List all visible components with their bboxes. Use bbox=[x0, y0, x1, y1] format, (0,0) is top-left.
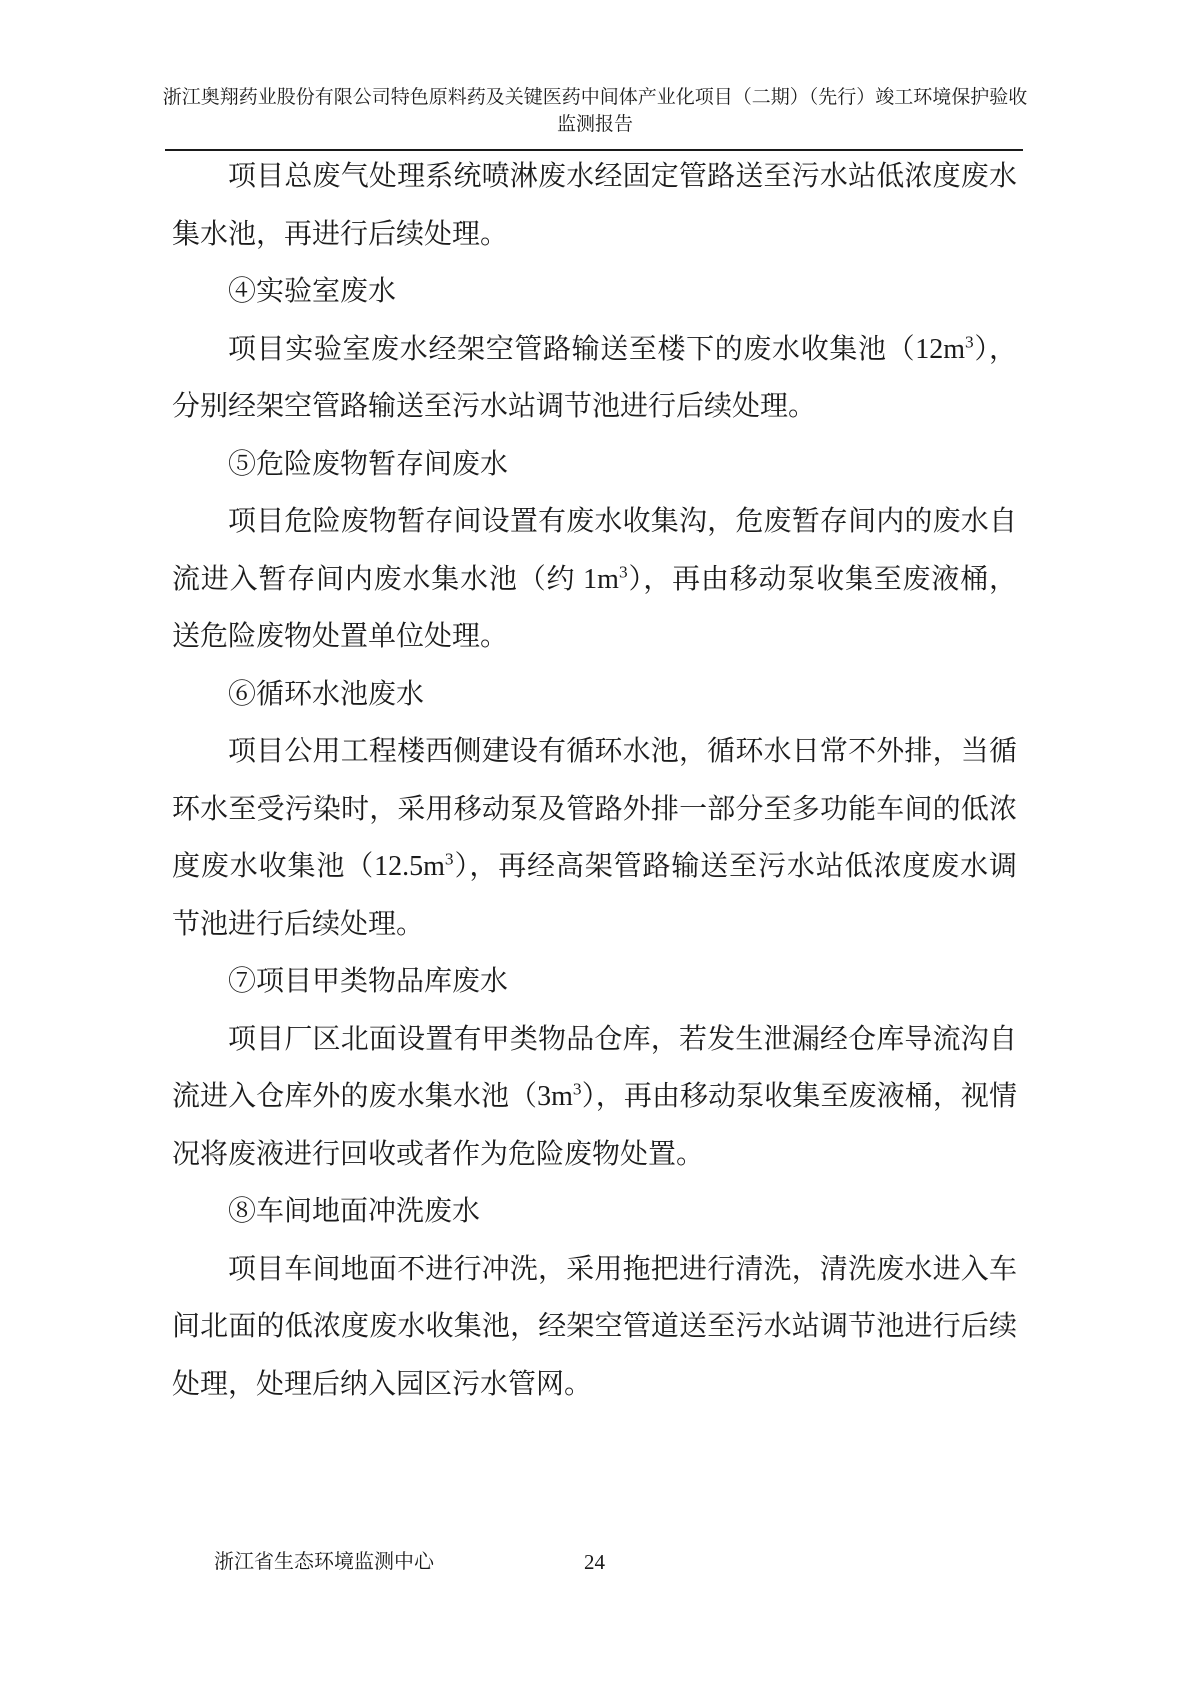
header-title-line1: 浙江奥翔药业股份有限公司特色原料药及关键医药中间体产业化项目（二期）（先行）竣工环境保护验收 bbox=[162, 87, 1028, 108]
paragraph-text: 项目公用工程楼西侧建设有循环水池，循环水日常不外排，当循环水至受污染时，采用移动泵及管路外排一部分至多功能车间的低浓度废水收集池（12.5m bbox=[172, 736, 1017, 882]
heading-text: ④实验室废水 bbox=[228, 276, 397, 307]
heading-text: ⑧车间地面冲洗废水 bbox=[228, 1196, 481, 1227]
paragraph-circulating-pool-wastewater bbox=[172, 723, 1017, 953]
heading-class-a-warehouse-wastewater bbox=[172, 953, 1017, 1011]
heading-text: ⑦项目甲类物品库废水 bbox=[228, 966, 509, 997]
header-title-line2: 监测报告 bbox=[556, 114, 633, 135]
paragraph-hazwaste-storage-wastewater bbox=[172, 493, 1017, 666]
paragraph-text: 项目总废气处理系统喷淋废水经固定管路送至污水站低浓度废水集水池，再进行后续处理。 bbox=[172, 161, 1017, 250]
heading-hazwaste-storage-wastewater bbox=[172, 436, 1017, 494]
paragraph-workshop-floor-washing-wastewater bbox=[172, 1241, 1017, 1414]
heading-text: ⑥循环水池废水 bbox=[228, 678, 425, 710]
heading-workshop-floor-washing-wastewater bbox=[172, 1183, 1017, 1241]
superscript-cubic: 3 bbox=[618, 562, 628, 582]
page-number: 24 bbox=[584, 1550, 605, 1574]
heading-text: ⑤危险废物暂存间废水 bbox=[228, 448, 509, 480]
document-body bbox=[172, 148, 1017, 1413]
paragraph-text: ），分别经架空管路输送至污水站调节池进行后续处理。 bbox=[172, 333, 1017, 422]
superscript-cubic: 3 bbox=[965, 332, 974, 352]
superscript-cubic: 3 bbox=[572, 1079, 582, 1099]
paragraph-text: 项目厂区北面设置有甲类物品仓库，若发生泄漏经仓库导流沟自流进入仓库外的废水集水池（3m bbox=[172, 1023, 1017, 1112]
heading-circulating-pool-wastewater bbox=[172, 666, 1017, 724]
paragraph-class-a-warehouse-wastewater bbox=[172, 1011, 1017, 1184]
paragraph-text: ），再由移动泵收集至废液桶，送危险废物处置单位处理。 bbox=[172, 563, 1017, 652]
page-footer bbox=[172, 1548, 1017, 1578]
superscript-cubic: 3 bbox=[444, 849, 454, 869]
paragraph-text: 项目危险废物暂存间设置有废水收集沟，危废暂存间内的废水自流进入暂存间内废水集水池（约 1m bbox=[172, 506, 1017, 595]
paragraph-exhaust-spray-wastewater bbox=[172, 148, 1017, 263]
page-header bbox=[152, 84, 1038, 138]
paragraph-text: ），再由移动泵收集至废液桶，视情况将废液进行回收或者作为危险废物处置。 bbox=[172, 1081, 1017, 1170]
paragraph-lab-wastewater bbox=[172, 321, 1017, 436]
footer-organization: 浙江省生态环境监测中心 bbox=[214, 1551, 434, 1573]
heading-lab-wastewater bbox=[172, 263, 1017, 321]
paragraph-text: 项目实验室废水经架空管路输送至楼下的废水收集池（12m bbox=[228, 333, 966, 365]
paragraph-text: ），再经高架管路输送至污水站低浓度废水调节池进行后续处理。 bbox=[172, 851, 1017, 940]
paragraph-text: 项目车间地面不进行冲洗，采用拖把进行清洗，清洗废水进入车间北面的低浓度废水收集池，经架空管道送至污水站调节池进行后续处理，处理后纳入园区污水管网。 bbox=[172, 1253, 1017, 1400]
